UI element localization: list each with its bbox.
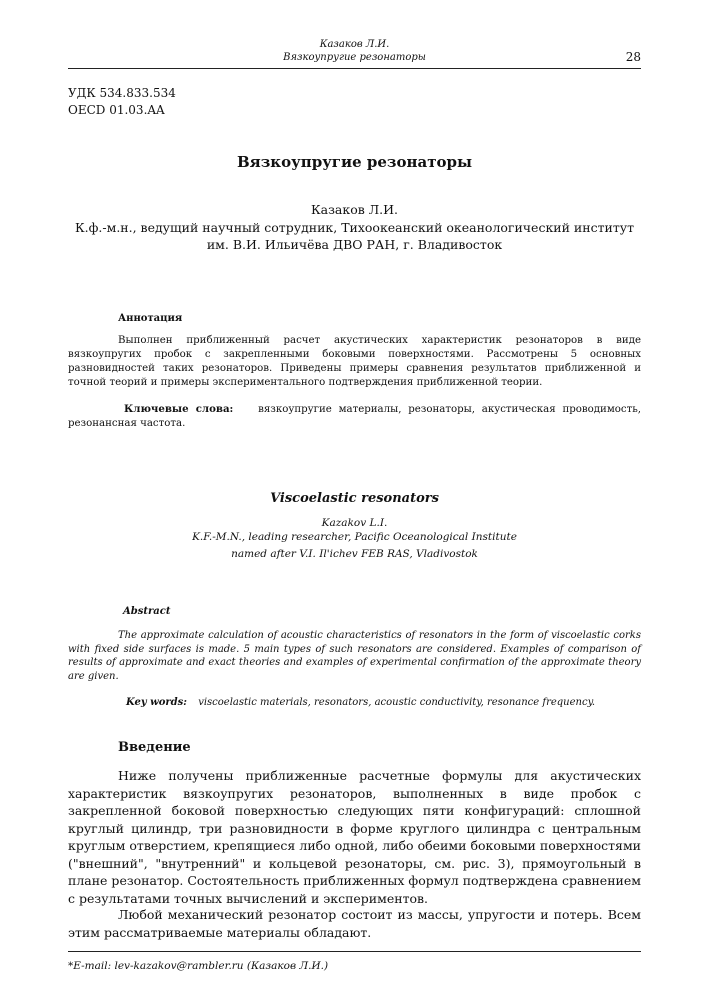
abstract-text-en: The approximate calculation of acoustic characteristics of resonators in the form of viscoelastic corks with fixed side surfaces is made. 5 main types of such resonators are considered. Examples of comparison of results of approximate and exact theories and examples of experimental confirmation of the approximate theory are given.	[68, 630, 641, 682]
affiliation-ru-line2: им. В.И. Ильичёва ДВО РАН, г. Владивосток	[206, 237, 503, 252]
oecd-code: OECD 01.03.AA	[68, 103, 165, 117]
affiliation-en-line1: K.F.-M.N., leading researcher, Pacific Oceanological Institute	[192, 531, 517, 543]
affiliation-ru-line1: К.ф.-м.н., ведущий научный сотрудник, Тихоокеанский океанологический институт	[74, 220, 635, 235]
keywords-label-ru: Ключевые слова:	[124, 403, 234, 415]
keywords-ru	[68, 402, 641, 431]
section-heading-intro: Введение	[118, 740, 191, 755]
author-ru: Казаков Л.И.	[310, 202, 399, 217]
udk-code: УДК 534.833.534	[68, 86, 176, 100]
keywords-label-en: Key words:	[126, 697, 187, 708]
abstract-heading-en: Abstract	[123, 606, 171, 617]
paper-title-en: Viscoelastic resonators	[270, 491, 439, 506]
author-en: Kazakov L.I.	[321, 517, 388, 529]
page-number: 28	[625, 50, 641, 64]
affiliation-en-line2: named after V.I. Il'ichev FEB RAS, Vladivostok	[231, 548, 478, 560]
paper-title-ru: Вязкоупругие резонаторы	[236, 153, 473, 171]
footnote-divider	[68, 951, 641, 952]
running-head-author: Казаков Л.И.	[319, 39, 390, 50]
running-head	[68, 36, 641, 69]
intro-paragraph-1: Ниже получены приближенные расчетные формулы для акустических характеристик вязкоупругих резонаторов, выполненных в виде пробок с закрепленной боковой поверхностью следующих пяти конфигураций: сплошной круглый цилиндр, три разновидности в форме круглого цилиндра с центральным круглым отверстием, крепящиеся либо одной, либо обеими боковыми поверхностями ("внешний", "внутренний" и кольцевой резонаторы, см. рис. 3), прямоугольный в плане резонатор. Состоятельность приближенных формул подтверждена сравнением с результатами точных вычислений и экспериментов.	[68, 768, 641, 906]
abstract-heading-ru: Аннотация	[118, 313, 183, 324]
keywords-text-ru: вязкоупругие материалы, резонаторы, акустическая проводимость, резонансная частота.	[68, 404, 642, 429]
keywords-en	[68, 696, 641, 710]
abstract-text-ru: Выполнен приближенный расчет акустических характеристик резонаторов в виде вязкоупругих пробок с закрепленными боковыми поверхностями. Рассмотрены 5 основных разновидностей таких резонаторов. Приведены примеры сравнения результатов приближенной и точной теорий и примеры экспериментального подтверждения приближенной теории.	[68, 335, 641, 388]
footnote-email: *E-mail: lev-kazakov@rambler.ru (Казаков Л.И.)	[68, 960, 329, 972]
running-head-title: Вязкоупругие резонаторы	[283, 52, 426, 63]
keywords-text-en: viscoelastic materials, resonators, acoustic conductivity, resonance frequency.	[198, 697, 596, 708]
intro-paragraph-2: Любой механический резонатор состоит из массы, упругости и потерь. Всем этим рассматриваемые материалы обладают.	[68, 907, 641, 940]
